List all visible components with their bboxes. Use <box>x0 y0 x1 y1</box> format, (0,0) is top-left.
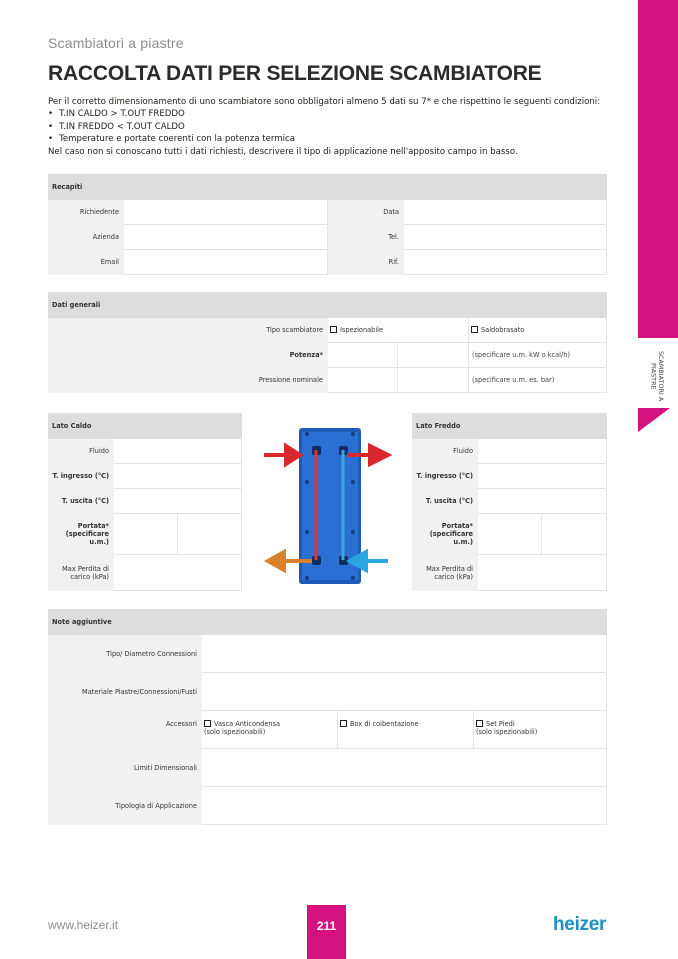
freddo-t-out-label: T. uscita (°C) <box>413 489 478 514</box>
side-tab-label: SCAMBIATORI A PIASTRE <box>649 350 665 402</box>
note-table <box>48 609 607 825</box>
condition-item: • T.IN FREDDO < T.OUT CALDO <box>48 121 613 133</box>
option-ispezionabile[interactable] <box>328 318 469 343</box>
email-label: Email <box>49 250 124 275</box>
intro-text <box>48 96 613 158</box>
materiale-label: Materiale Piastre/Connessioni/Fusti <box>49 673 202 711</box>
caldo-t-out-field[interactable] <box>114 489 242 514</box>
intro-line1: Per il corretto dimensionamento di uno scambiatore sono obbligatori almeno 5 dati su 7* e che rispettino le seguenti condizioni: <box>48 97 601 107</box>
azienda-label: Azienda <box>49 225 124 250</box>
option-set-piedi-label: Set Piedi <box>486 720 515 728</box>
caldo-perdita-field[interactable] <box>114 555 242 591</box>
lato-freddo-table <box>412 413 607 591</box>
limiti-label: Limiti Dimensionali <box>49 749 202 787</box>
option-vasca[interactable] <box>202 711 338 749</box>
section-label: Scambiatori a piastre <box>48 35 184 51</box>
rif-field[interactable] <box>404 250 607 275</box>
lato-caldo-header: Lato Caldo <box>49 414 242 439</box>
condition-item: • T.IN CALDO > T.OUT FREDDO <box>48 108 613 120</box>
freddo-portata-label: Portata* (specificare u.m.) <box>413 514 478 555</box>
caldo-t-in-label: T. ingresso (°C) <box>49 464 114 489</box>
caldo-portata-field-2[interactable] <box>178 514 242 555</box>
checkbox-icon[interactable] <box>330 326 337 333</box>
freddo-portata-field-2[interactable] <box>542 514 607 555</box>
richiedente-label: Richiedente <box>49 200 124 225</box>
accessori-label: Accessori <box>49 711 202 749</box>
option-saldobrasato[interactable] <box>469 318 607 343</box>
data-field[interactable] <box>404 200 607 225</box>
materiale-field[interactable] <box>202 673 607 711</box>
freddo-fluido-field[interactable] <box>478 439 607 464</box>
freddo-t-in-field[interactable] <box>478 464 607 489</box>
footer-url[interactable]: www.heizer.it <box>48 918 119 932</box>
caldo-t-in-field[interactable] <box>114 464 242 489</box>
option-box-label: Box di coibentazione <box>350 720 419 728</box>
intro-line2: Nel caso non si conoscano tutti i dati richiesti, descrivere il tipo di applicazione nell'apposito campo in basso. <box>48 146 518 157</box>
caldo-perdita-label: Max Perdita di carico (kPa) <box>49 555 114 591</box>
tipologia-label: Tipologia di Applicazione <box>49 787 202 825</box>
tipo-scambiatore-label: Tipo scambiatore <box>49 318 328 343</box>
note-header: Note aggiuntive <box>49 610 607 635</box>
option-set-piedi[interactable] <box>474 711 607 749</box>
lato-freddo-header: Lato Freddo <box>413 414 607 439</box>
tipo-diametro-field[interactable] <box>202 635 607 673</box>
dati-generali-table <box>48 292 607 393</box>
option-box[interactable] <box>338 711 474 749</box>
option-vasca-label: Vasca Anticondensa <box>214 720 281 728</box>
pressione-field-2[interactable] <box>398 368 469 393</box>
data-label: Data <box>328 200 404 225</box>
azienda-field[interactable] <box>124 225 328 250</box>
freddo-perdita-label: Max Perdita di carico (kPa) <box>413 555 478 591</box>
tel-label: Tel. <box>328 225 404 250</box>
page-number: 211 <box>307 905 346 959</box>
checkbox-icon[interactable] <box>471 326 478 333</box>
option-saldobrasato-label: Saldobrasato <box>481 326 525 334</box>
recapiti-table <box>48 174 607 275</box>
dati-generali-header: Dati generali <box>49 293 607 318</box>
pressione-label: Pressione nominale <box>49 368 328 393</box>
freddo-t-in-label: T. ingresso (°C) <box>413 464 478 489</box>
tipo-diametro-label: Tipo/ Diametro Connessioni <box>49 635 202 673</box>
potenza-hint: (specificare u.m. kW o kcal/h) <box>469 343 607 368</box>
condition-item: • Temperature e portate coerenti con la potenza termica <box>48 133 613 145</box>
potenza-label: Potenza* <box>49 343 328 368</box>
freddo-perdita-field[interactable] <box>478 555 607 591</box>
heizer-logo: heizer <box>553 914 607 935</box>
checkbox-icon[interactable] <box>204 720 211 727</box>
conditions-list <box>48 108 613 145</box>
limiti-field[interactable] <box>202 749 607 787</box>
caldo-t-out-label: T. uscita (°C) <box>49 489 114 514</box>
richiedente-field[interactable] <box>124 200 328 225</box>
page-title: RACCOLTA DATI PER SELEZIONE SCAMBIATORE <box>48 62 542 85</box>
caldo-fluido-label: Fluido <box>49 439 114 464</box>
email-field[interactable] <box>124 250 328 275</box>
caldo-fluido-field[interactable] <box>114 439 242 464</box>
pressione-field-1[interactable] <box>328 368 398 393</box>
pressione-hint: (specificare u.m. es. bar) <box>469 368 607 393</box>
potenza-field-1[interactable] <box>328 343 398 368</box>
tipologia-field[interactable] <box>202 787 607 825</box>
freddo-fluido-label: Fluido <box>413 439 478 464</box>
tel-field[interactable] <box>404 225 607 250</box>
heat-exchanger-illustration <box>262 422 392 590</box>
option-vasca-note: (solo ispezionabili) <box>204 728 266 736</box>
caldo-portata-label: Portata* (specificare u.m.) <box>49 514 114 555</box>
potenza-field-2[interactable] <box>398 343 469 368</box>
lato-caldo-table <box>48 413 242 591</box>
option-ispezionabile-label: Ispezionabile <box>340 326 384 334</box>
caldo-portata-field-1[interactable] <box>114 514 178 555</box>
freddo-t-out-field[interactable] <box>478 489 607 514</box>
hot-inlet-arrow <box>264 446 300 464</box>
rif-label: Rif. <box>328 250 404 275</box>
checkbox-icon[interactable] <box>476 720 483 727</box>
recapiti-header: Recapiti <box>49 175 607 200</box>
option-set-piedi-note: (solo ispezionabili) <box>476 728 538 736</box>
checkbox-icon[interactable] <box>340 720 347 727</box>
freddo-portata-field-1[interactable] <box>478 514 542 555</box>
